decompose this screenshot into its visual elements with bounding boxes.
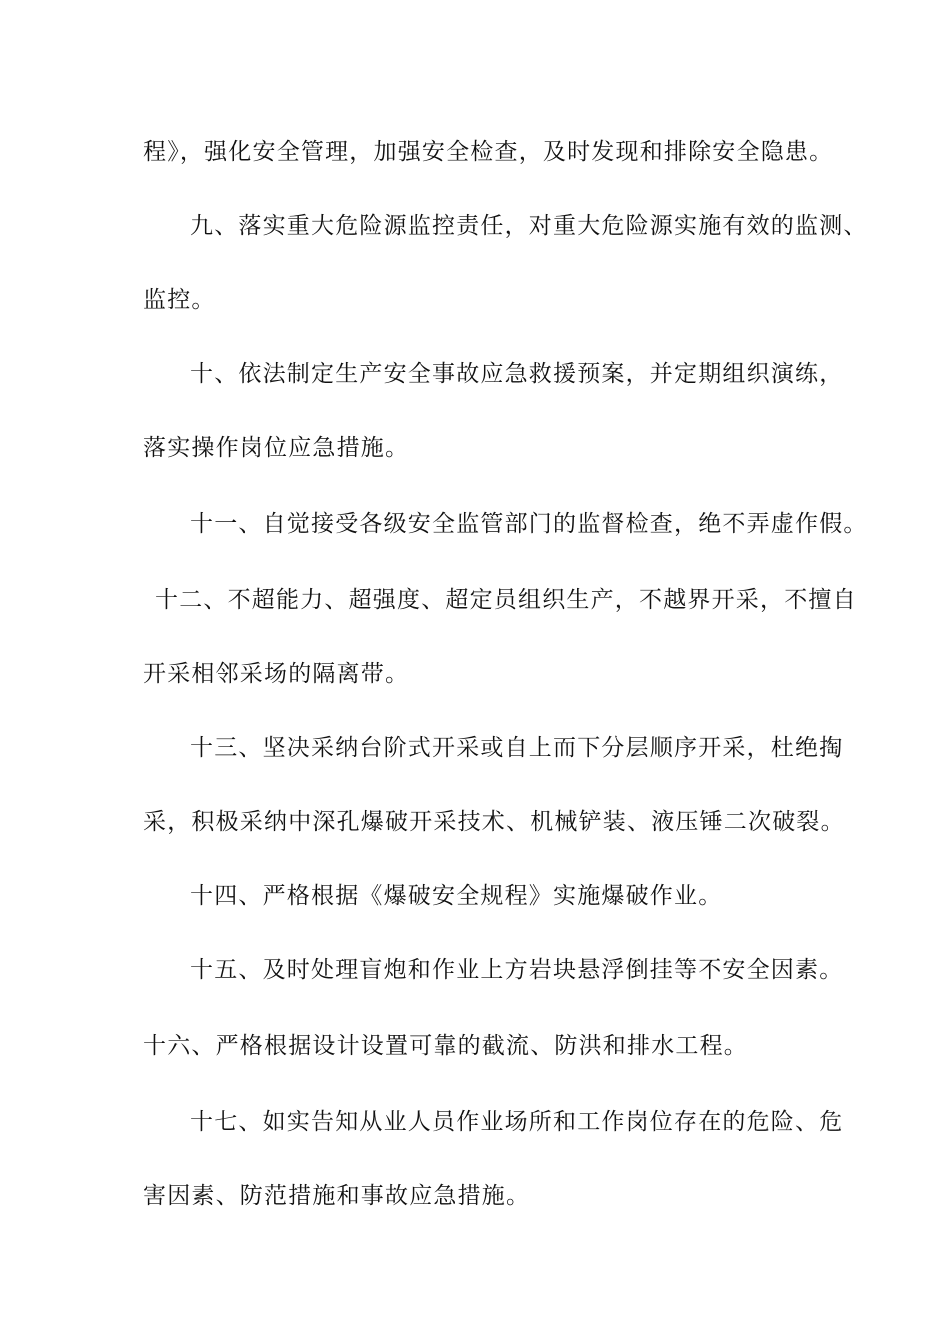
text-line-3: 监控。 <box>143 287 216 313</box>
text-line-14: 十七、如实告知从业人员作业场所和工作岗位存在的危险、危 <box>190 1109 844 1135</box>
text-line-8: 开采相邻采场的隔离带。 <box>143 661 410 687</box>
text-line-9: 十三、坚决采纳台阶式开采或自上而下分层顺序开采，杜绝掏 <box>190 735 844 761</box>
text-line-13: 十六、严格根据设计设置可靠的截流、防洪和排水工程。 <box>143 1033 748 1059</box>
text-line-15: 害因素、防范措施和事故应急措施。 <box>143 1183 531 1209</box>
text-line-4: 十、依法制定生产安全事故应急救援预案，并定期组织演练， <box>190 361 844 387</box>
text-line-11: 十四、严格根据《爆破安全规程》实施爆破作业。 <box>190 883 723 909</box>
text-line-5: 落实操作岗位应急措施。 <box>143 435 410 461</box>
text-line-12: 十五、及时处理盲炮和作业上方岩块悬浮倒挂等不安全因素。 <box>190 957 844 983</box>
text-line-1: 程》，强化安全管理，加强安全检查，及时发现和排除安全隐患。 <box>143 139 834 165</box>
text-line-10: 采，积极采纳中深孔爆破开采技术、机械铲装、液压锤二次破裂。 <box>143 809 845 835</box>
text-line-7: 十二、不超能力、超强度、超定员组织生产，不越界开采，不擅自 <box>155 587 857 613</box>
text-line-2: 九、落实重大危险源监控责任，对重大危险源实施有效的监测、 <box>190 213 868 239</box>
text-line-6: 十一、自觉接受各级安全监管部门的监督检查，绝不弄虚作假。 <box>190 511 868 537</box>
